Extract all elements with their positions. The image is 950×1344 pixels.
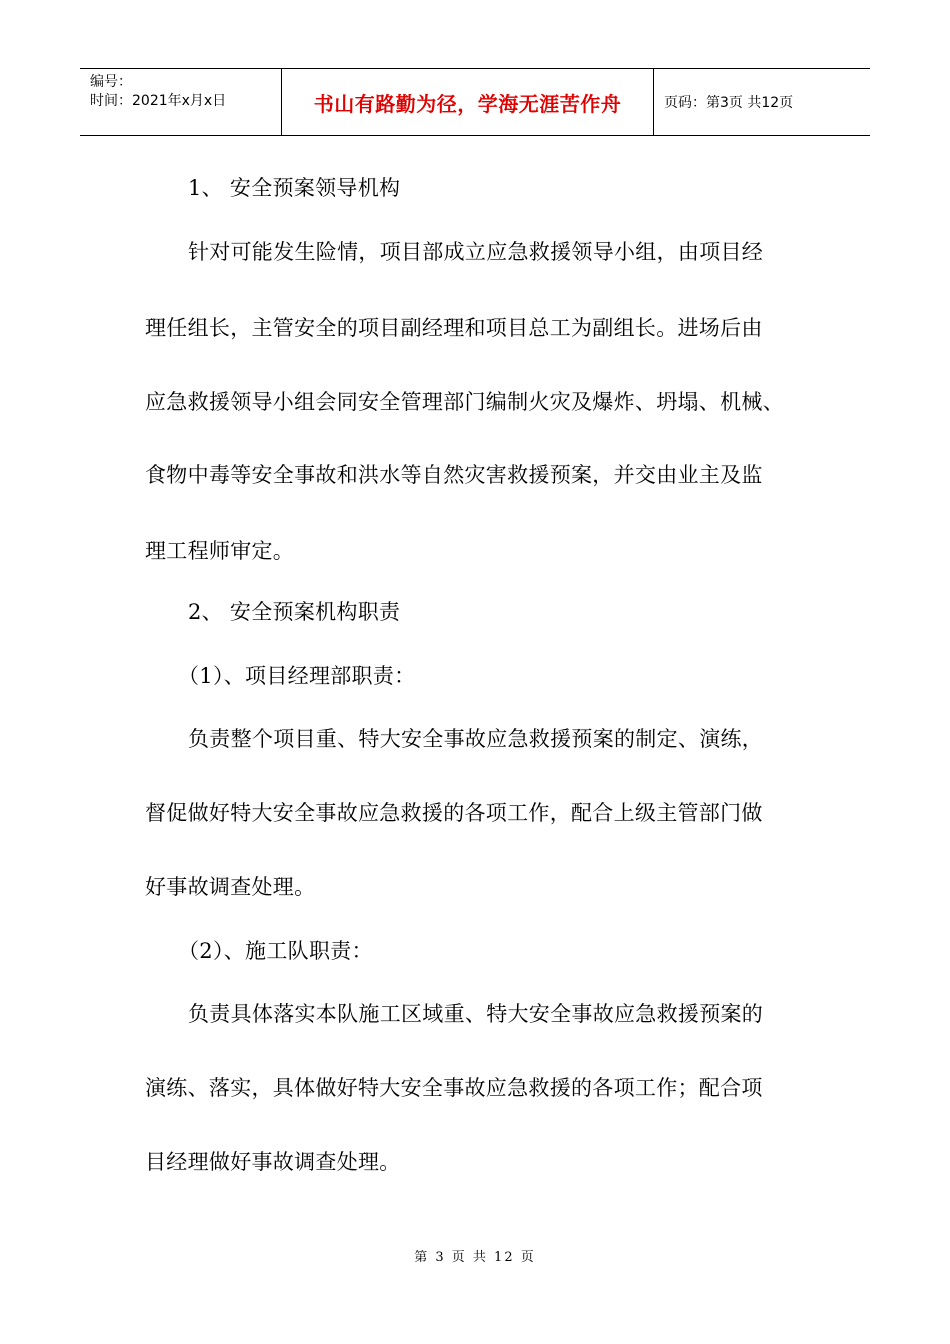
paragraph-line: 负责具体落实本队施工区域重、特大安全事故应急救援预案的 [188, 1002, 764, 1026]
paragraph-line: 督促做好特大安全事故应急救援的各项工作，配合上级主管部门做 [145, 801, 763, 825]
document-date: 时间：2021年x月x日 [90, 93, 227, 109]
paragraph-line: 负责整个项目重、特大安全事故应急救援预案的制定、演练， [188, 727, 764, 751]
subheading-2: （2）、施工队职责： [178, 939, 373, 963]
page-header [80, 68, 870, 136]
document-number: 编号： [90, 74, 132, 90]
paragraph-line: 理任组长，主管安全的项目副经理和项目总工为副组长。进场后由 [145, 316, 763, 340]
paragraph-line: 针对可能发生险情，项目部成立应急救援领导小组，由项目经 [188, 240, 764, 264]
subheading-1: （1）、项目经理部职责： [178, 664, 416, 688]
paragraph-line: 好事故调查处理。 [145, 875, 316, 899]
section-heading-2: 2、 安全预案机构职责 [188, 600, 401, 624]
paragraph-line: 理工程师审定。 [145, 539, 295, 563]
paragraph-line: 食物中毒等安全事故和洪水等自然灾害救援预案，并交由业主及监 [145, 463, 763, 487]
page-footer: 第 3 页 共 12 页 [414, 1250, 536, 1265]
paragraph-line: 演练、落实，具体做好特大安全事故应急救援的各项工作；配合项 [145, 1076, 763, 1100]
header-page-info: 页码：第3页 共12页 [664, 95, 794, 111]
section-heading-1: 1、 安全预案领导机构 [188, 176, 401, 200]
paragraph-line: 应急救援领导小组会同安全管理部门编制火灾及爆炸、坍塌、机械、 [145, 390, 784, 414]
header-motto: 书山有路勤为径，学海无涯苦作舟 [282, 69, 654, 135]
header-meta [80, 69, 282, 135]
paragraph-line: 目经理做好事故调查处理。 [145, 1150, 401, 1174]
